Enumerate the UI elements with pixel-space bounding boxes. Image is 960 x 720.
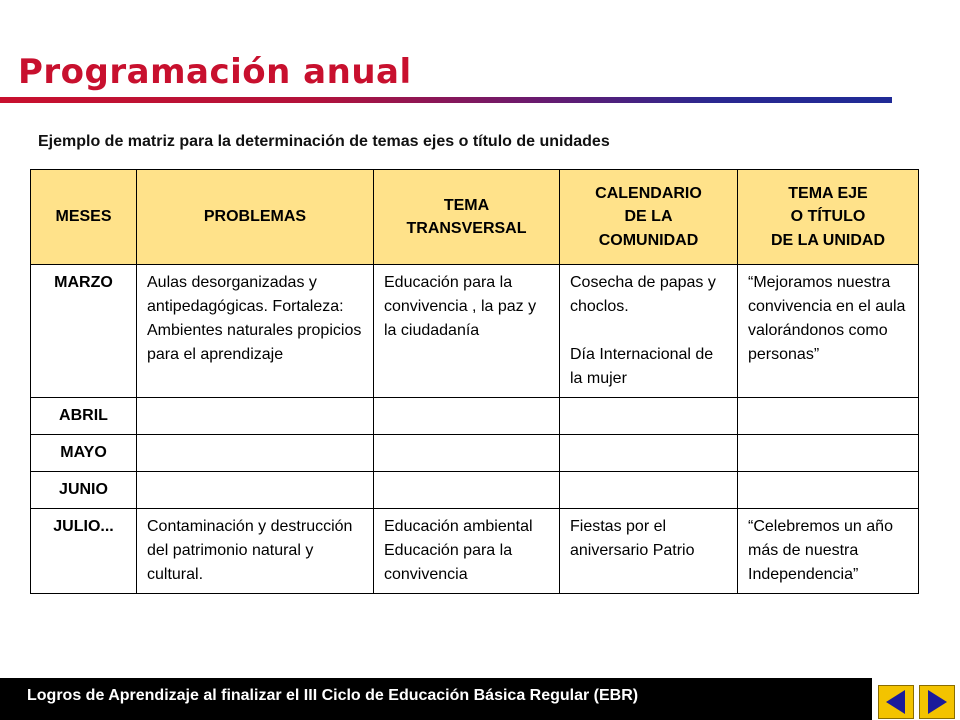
cell-tema-transversal [374,435,560,472]
cell-tema-eje [738,435,919,472]
table-row-marzo [31,265,919,398]
cell-mes: JUNIO [31,472,137,509]
cell-tema-transversal [374,472,560,509]
cell-mes: MAYO [31,435,137,472]
tema-item: Educación para la convivencia [384,542,513,583]
cell-tema-eje: “Celebremos un año más de nuestra Independencia” [738,509,919,594]
cell-tema-transversal [374,398,560,435]
planning-matrix [30,169,919,594]
footer-text: Logros de Aprendizaje al finalizar el III Ciclo de Educación Básica Regular (EBR) [27,687,639,704]
tema-item: Educación ambiental [384,518,533,535]
cell-problemas: Contaminación y destrucción del patrimonio natural y cultural. [137,509,374,594]
cell-calendario [560,435,738,472]
previous-slide-button[interactable] [878,685,914,719]
cell-tema-transversal [374,509,560,594]
cell-mes: JULIO... [31,509,137,594]
header-tema-eje: TEMA EJE O TÍTULO DE LA UNIDAD [738,170,919,265]
cell-calendario [560,398,738,435]
table-row-abril [31,398,919,435]
header-problemas: PROBLEMAS [137,170,374,265]
footer-bar [0,678,872,720]
cell-problemas [137,435,374,472]
title-divider [0,97,892,103]
table-row-julio [31,509,919,594]
page-subtitle: Ejemplo de matriz para la determinación de temas ejes o título de unidades [38,133,610,150]
calendario-item: Día Internacional de la mujer [570,346,714,387]
cell-tema-eje [738,472,919,509]
header-meses: MESES [31,170,137,265]
triangle-left-icon [879,686,913,718]
cell-calendario: Fiestas por el aniversario Patrio [560,509,738,594]
header-tema-transversal: TEMA TRANSVERSAL [374,170,560,265]
cell-problemas [137,472,374,509]
cell-problemas: Aulas desorganizadas y antipedagógicas. Fortaleza: Ambientes naturales propicios para el aprendizaje [137,265,374,398]
cell-mes: ABRIL [31,398,137,435]
header-row [31,170,919,265]
triangle-right-icon [920,686,954,718]
page-title: Programación anual [18,52,412,92]
cell-calendario [560,265,738,398]
cell-tema-transversal: Educación para la convivencia , la paz y la ciudadanía [374,265,560,398]
cell-tema-eje [738,398,919,435]
cell-mes: MARZO [31,265,137,398]
cell-problemas [137,398,374,435]
cell-calendario [560,472,738,509]
next-slide-button[interactable] [919,685,955,719]
table-row-mayo [31,435,919,472]
cell-tema-eje: “Mejoramos nuestra convivencia en el aula valorándonos como personas” [738,265,919,398]
table-row-junio [31,472,919,509]
calendario-item: Cosecha de papas y choclos. [570,274,716,315]
header-calendario: CALENDARIO DE LA COMUNIDAD [560,170,738,265]
